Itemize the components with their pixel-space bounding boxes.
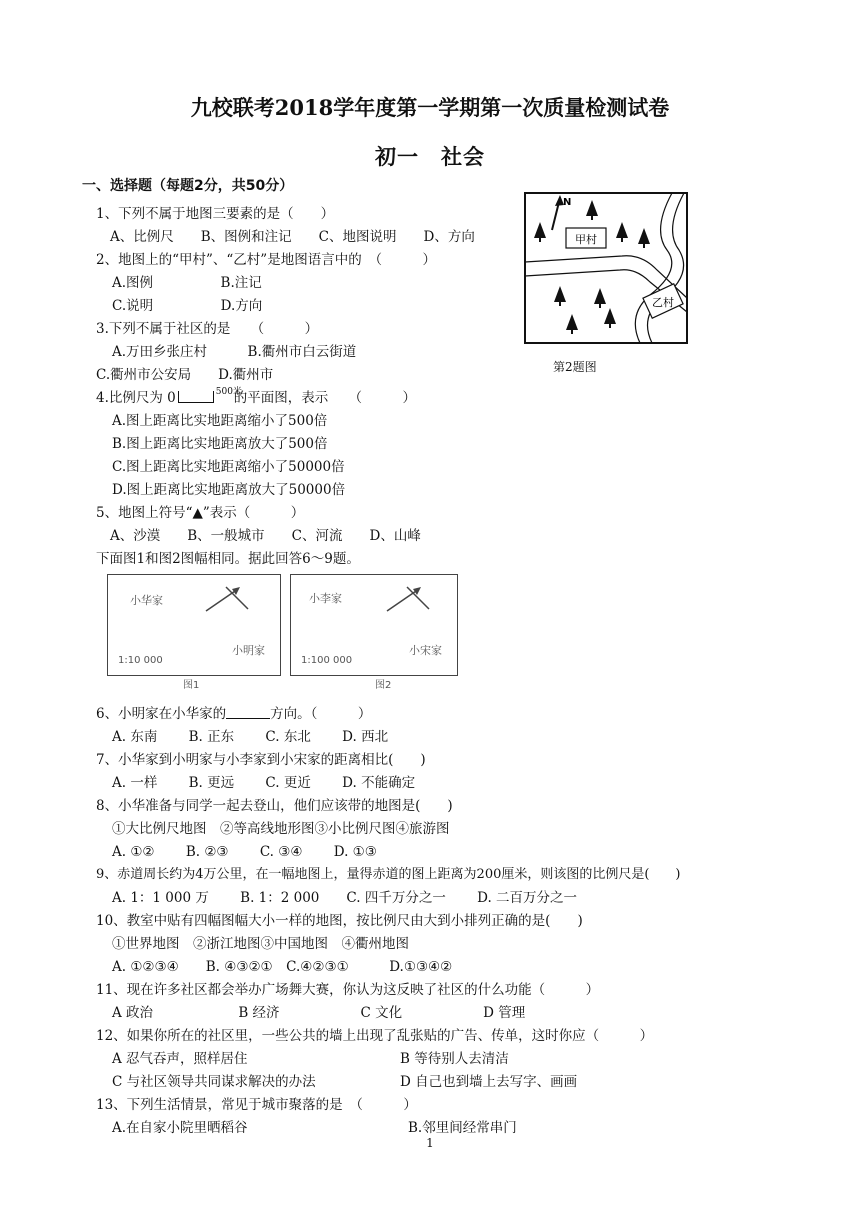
q9-options: A. 1：1 000 万 B. 1：2 000 C. 四千万分之一 D. 二百万分之一 <box>112 890 578 906</box>
q5-options: A、沙漠 B、一般城市 C、河流 D、山峰 <box>110 528 421 544</box>
fig1-caption: 图1 <box>183 680 200 691</box>
q10-stem: 10、教室中贴有四幅图幅大小一样的地图，按比例尺由大到小排列正确的是( ) <box>96 913 583 929</box>
q10-options: A. ①②③④ B. ④③②① C.④②③① D.①③④② <box>112 959 453 975</box>
q4-option-b: B.图上距离比实地距离放大了500倍 <box>112 436 328 452</box>
q12-option-c: C 与社区领导共同谋求解决的办法 <box>112 1074 316 1090</box>
q6-stem <box>96 706 371 722</box>
q8-items: ①大比例尺地图 ②等高线地形图③小比例尺图④旅游图 <box>112 821 450 837</box>
q2-options-ab: A.图例 B.注记 <box>112 275 262 291</box>
fig2-scale: 1:100 000 <box>301 655 353 666</box>
fig2-home-b: 小宋家 <box>409 644 442 657</box>
q8-options: A. ①② B. ②③ C. ③④ D. ①③ <box>112 844 377 860</box>
q11-options: A 政治 B 经济 C 文化 D 管理 <box>112 1005 526 1021</box>
page-number: 1 <box>426 1136 434 1150</box>
q12-option-b: B 等待别人去清洁 <box>400 1051 509 1067</box>
q4-option-a: A.图上距离比实地距离缩小了500倍 <box>112 413 328 429</box>
q2-options-cd: C.说明 D.方向 <box>112 298 263 314</box>
q4-option-d: D.图上距离比实地距离放大了50000倍 <box>112 482 346 498</box>
q7-options: A. 一样 B. 更远 C. 更近 D. 不能确定 <box>112 775 416 791</box>
q3-stem: 3.下列不属于社区的是 （ ） <box>96 321 319 337</box>
fig2-caption: 图2 <box>375 680 392 691</box>
figure-2 <box>290 574 458 676</box>
q2-stem: 2、地图上的“甲村”、“乙村”是地图语言中的 （ ） <box>96 252 436 268</box>
q5-stem: 5、地图上符号“▲”表示（ ） <box>96 505 305 521</box>
q4-stem-after: 的平面图，表示 （ ） <box>233 390 417 406</box>
fig1-home-a: 小华家 <box>130 594 163 607</box>
q10-items: ①世界地图 ②浙江地图③中国地图 ④衢州地图 <box>112 936 409 952</box>
q3-options-ab: A.万田乡张庄村 B.衢州市白云街道 <box>112 344 357 360</box>
village-map-figure <box>522 190 692 350</box>
q13-option-a: A.在自家小院里晒稻谷 <box>112 1120 248 1136</box>
q1-stem: 1、下列不属于地图三要素的是（ ） <box>96 206 335 222</box>
q6-stem-after: 方向。（ ） <box>270 706 372 722</box>
fig1-scale: 1:10 000 <box>118 655 163 666</box>
fig1-home-b: 小明家 <box>232 644 265 657</box>
village-a-label: 甲村 <box>575 233 597 246</box>
q3-options-cd: C.衢州市公安局 D.衢州市 <box>96 367 274 383</box>
fig2-home-a: 小李家 <box>309 592 342 605</box>
scale-bar-label: 500米 <box>215 387 242 397</box>
q12-stem: 12、如果你所在的社区里，一些公共的墙上出现了乱张贴的广告、传单，这时你应（ ） <box>96 1028 654 1044</box>
q1-options: A、比例尺 B、图例和注记 C、地图说明 D、方向 <box>110 229 475 245</box>
q6-stem-before: 6、小明家在小华家的 <box>96 706 227 722</box>
figure-1 <box>107 574 281 676</box>
q4-option-c: C.图上距离比实地距离缩小了50000倍 <box>112 459 345 475</box>
q4-stem <box>96 387 417 406</box>
q12-option-d: D 自己也到墙上去写字、画画 <box>400 1074 578 1090</box>
q6-options: A. 东南 B. 正东 C. 东北 D. 西北 <box>112 729 389 745</box>
exam-subtitle: 初一 社会 <box>375 144 485 169</box>
scale-bar <box>176 387 242 404</box>
exam-title: 九校联考2018学年度第一学期第一次质量检测试卷 <box>190 95 670 120</box>
q6-answer-blank <box>226 706 270 719</box>
section-heading: 一、选择题（每题2分，共50分） <box>82 178 294 194</box>
q7-stem: 7、小华家到小明家与小李家到小宋家的距离相比( ) <box>96 752 426 768</box>
north-label: N <box>563 197 572 208</box>
q4-stem-before: 4.比例尺为 0 <box>96 390 176 406</box>
figure-q2-caption: 第2题图 <box>553 360 597 374</box>
q13-stem: 13、下列生活情景，常见于城市聚落的是 （ ） <box>96 1097 417 1113</box>
q9-stem: 9、赤道周长约为4万公里，在一幅地图上，量得赤道的图上距离为200厘米，则该图的比例尺是( ) <box>96 867 681 882</box>
village-b-label: 乙村 <box>652 296 674 309</box>
q13-option-b: B.邻里间经常串门 <box>408 1120 517 1136</box>
q11-stem: 11、现在许多社区都会举办广场舞大赛，你认为这反映了社区的什么功能（ ） <box>96 982 600 998</box>
intro-6-9: 下面图1和图2图幅相同。据此回答6～9题。 <box>96 551 360 567</box>
q8-stem: 8、小华准备与同学一起去登山，他们应该带的地图是( ) <box>96 798 453 814</box>
village-map <box>522 190 692 350</box>
q12-option-a: A 忍气吞声，照样居住 <box>112 1051 248 1067</box>
